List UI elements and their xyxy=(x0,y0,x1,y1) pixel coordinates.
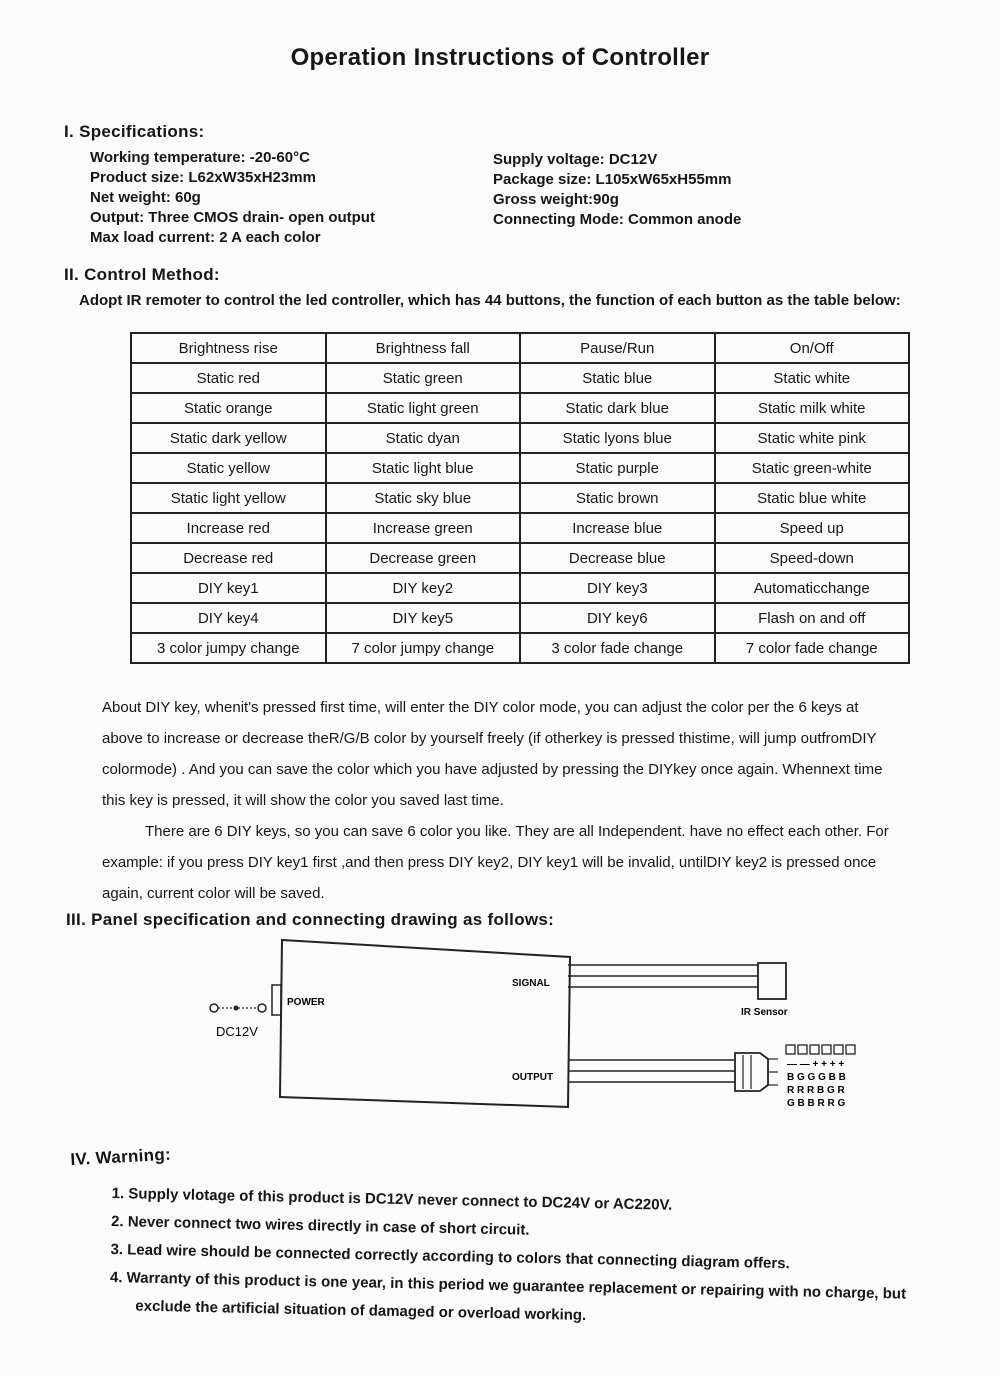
table-cell: Static orange xyxy=(131,393,326,423)
table-row xyxy=(131,483,909,513)
diy-line: About DIY key, whenit's pressed first time, will enter the DIY color mode, you can adjust the color per the 6 keys at xyxy=(102,699,859,716)
panel-heading: III. Panel specification and connecting drawing as follows: xyxy=(66,910,555,929)
spec-connecting-mode: Connecting Mode: Common anode xyxy=(493,211,742,228)
table-row xyxy=(131,423,909,453)
table-cell: Static blue white xyxy=(715,483,910,513)
table-cell: Static yellow xyxy=(131,453,326,483)
warning-item: 2. Never connect two wires directly in case of short circuit. xyxy=(110,1212,530,1239)
table-row xyxy=(131,633,909,663)
table-cell: Static milk white xyxy=(715,393,910,423)
pin-box-row xyxy=(786,1045,855,1054)
specs-right xyxy=(493,150,741,230)
table-cell: Static red xyxy=(131,363,326,393)
button-function-table xyxy=(130,332,910,664)
pin-row-polarity: — — + + + + xyxy=(787,1059,845,1070)
warning-item: 4. Warranty of this product is one year, in this period we guarantee replacement or repairing with no charge, but xyxy=(109,1268,907,1303)
table-cell: Static light blue xyxy=(326,453,521,483)
table-row xyxy=(131,513,909,543)
table-cell: Static brown xyxy=(520,483,715,513)
table-cell: DIY key2 xyxy=(326,573,521,603)
pin-row-colors: G B B R R G xyxy=(787,1098,846,1109)
ir-sensor-icon xyxy=(758,963,786,999)
page-title: Operation Instructions of Controller xyxy=(290,44,710,71)
table-cell: Static white pink xyxy=(715,423,910,453)
spec-supply-voltage: Supply voltage: DC12V xyxy=(493,151,658,168)
spec-net-weight: Net weight: 60g xyxy=(90,189,201,206)
table-cell: Static lyons blue xyxy=(520,423,715,453)
ir-sensor-label: IR Sensor xyxy=(741,1007,788,1018)
table-cell: Static dyan xyxy=(326,423,521,453)
diy-line: again, current color will be saved. xyxy=(102,885,325,902)
table-cell: Static dark yellow xyxy=(131,423,326,453)
output-label: OUTPUT xyxy=(512,1072,554,1083)
table-cell: 3 color jumpy change xyxy=(131,633,326,663)
table-row xyxy=(131,333,909,363)
dc-label: DC12V xyxy=(216,1024,258,1039)
table-cell: Increase red xyxy=(131,513,326,543)
spec-product-size: Product size: L62xW35xH23mm xyxy=(90,169,316,186)
spec-max-load: Max load current: 2 A each color xyxy=(90,229,321,246)
warning-heading: IV. Warning: xyxy=(70,1144,172,1169)
warning-item: exclude the artificial situation of damaged or overload working. xyxy=(135,1297,587,1324)
power-label: POWER xyxy=(287,997,325,1008)
table-row xyxy=(131,453,909,483)
table-cell: Decrease red xyxy=(131,543,326,573)
table-row xyxy=(131,363,909,393)
connection-diagram xyxy=(190,935,880,1120)
spec-output: Output: Three CMOS drain- open output xyxy=(90,209,375,226)
specs-left xyxy=(90,148,375,248)
spec-package-size: Package size: L105xW65xH55mm xyxy=(493,171,732,188)
table-cell: Brightness fall xyxy=(326,333,521,363)
table-cell: Automaticchange xyxy=(715,573,910,603)
control-method-heading: II. Control Method: xyxy=(64,265,220,284)
table-cell: Static blue xyxy=(520,363,715,393)
table-cell: 3 color fade change xyxy=(520,633,715,663)
pin-row-colors: R R R B G R xyxy=(787,1085,845,1096)
table-cell: DIY key5 xyxy=(326,603,521,633)
pin-row-colors: B G G G B B xyxy=(787,1072,846,1083)
table-row xyxy=(131,543,909,573)
warning-list xyxy=(109,1180,908,1337)
warning-item: 1. Supply vlotage of this product is DC12V never connect to DC24V or AC220V. xyxy=(111,1184,673,1214)
table-cell: DIY key4 xyxy=(131,603,326,633)
table-cell: Decrease blue xyxy=(520,543,715,573)
dc-plug-icon xyxy=(210,1004,218,1012)
table-cell: Static light yellow xyxy=(131,483,326,513)
table-cell: DIY key1 xyxy=(131,573,326,603)
diy-line: this key is pressed, it will show the color you saved last time. xyxy=(102,792,504,809)
table-cell: 7 color fade change xyxy=(715,633,910,663)
spec-working-temperature: Working temperature: -20-60°C xyxy=(90,149,310,166)
specifications-heading: I. Specifications: xyxy=(64,122,205,141)
table-row xyxy=(131,603,909,633)
dc-jack-icon xyxy=(258,1004,266,1012)
spec-gross-weight: Gross weight:90g xyxy=(493,191,619,208)
table-cell: Speed up xyxy=(715,513,910,543)
table-cell: Static sky blue xyxy=(326,483,521,513)
table-cell: Static white xyxy=(715,363,910,393)
table-cell: Increase green xyxy=(326,513,521,543)
table-cell: Static purple xyxy=(520,453,715,483)
table-cell: Flash on and off xyxy=(715,603,910,633)
table-cell: Static dark blue xyxy=(520,393,715,423)
table-cell: Brightness rise xyxy=(131,333,326,363)
table-cell: Decrease green xyxy=(326,543,521,573)
table-cell: Static green-white xyxy=(715,453,910,483)
diy-line: example: if you press DIY key1 first ,and then press DIY key2, DIY key1 will be invalid, untilDIY key2 is pressed once xyxy=(102,854,877,871)
table-cell: DIY key6 xyxy=(520,603,715,633)
dc-plug-pin xyxy=(234,1006,239,1011)
table-cell: Static light green xyxy=(326,393,521,423)
table-cell: On/Off xyxy=(715,333,910,363)
power-socket xyxy=(272,985,281,1015)
table-row xyxy=(131,393,909,423)
table-cell: DIY key3 xyxy=(520,573,715,603)
warning-item: 3. Lead wire should be connected correctly according to colors that connecting diagram offers. xyxy=(110,1240,790,1273)
table-cell: 7 color jumpy change xyxy=(326,633,521,663)
table-cell: Static green xyxy=(326,363,521,393)
signal-label: SIGNAL xyxy=(512,978,550,989)
diy-line: colormode) . And you can save the color which you have adjusted by pressing the DIYkey once again. Whennext time xyxy=(102,761,883,778)
table-row xyxy=(131,573,909,603)
table-cell: Pause/Run xyxy=(520,333,715,363)
diy-line: above to increase or decrease theR/G/B color by yourself freely (if otherkey is pressed thistime, will jump outfromDIY xyxy=(102,730,877,747)
diy-explanation xyxy=(102,692,889,909)
control-intro: Adopt IR remoter to control the led controller, which has 44 buttons, the function of each button as the table below: xyxy=(79,292,901,309)
table-cell: Speed-down xyxy=(715,543,910,573)
table-cell: Increase blue xyxy=(520,513,715,543)
diy-line: There are 6 DIY keys, so you can save 6 color you like. They are all Independent. have no effect each other. For xyxy=(145,823,889,840)
